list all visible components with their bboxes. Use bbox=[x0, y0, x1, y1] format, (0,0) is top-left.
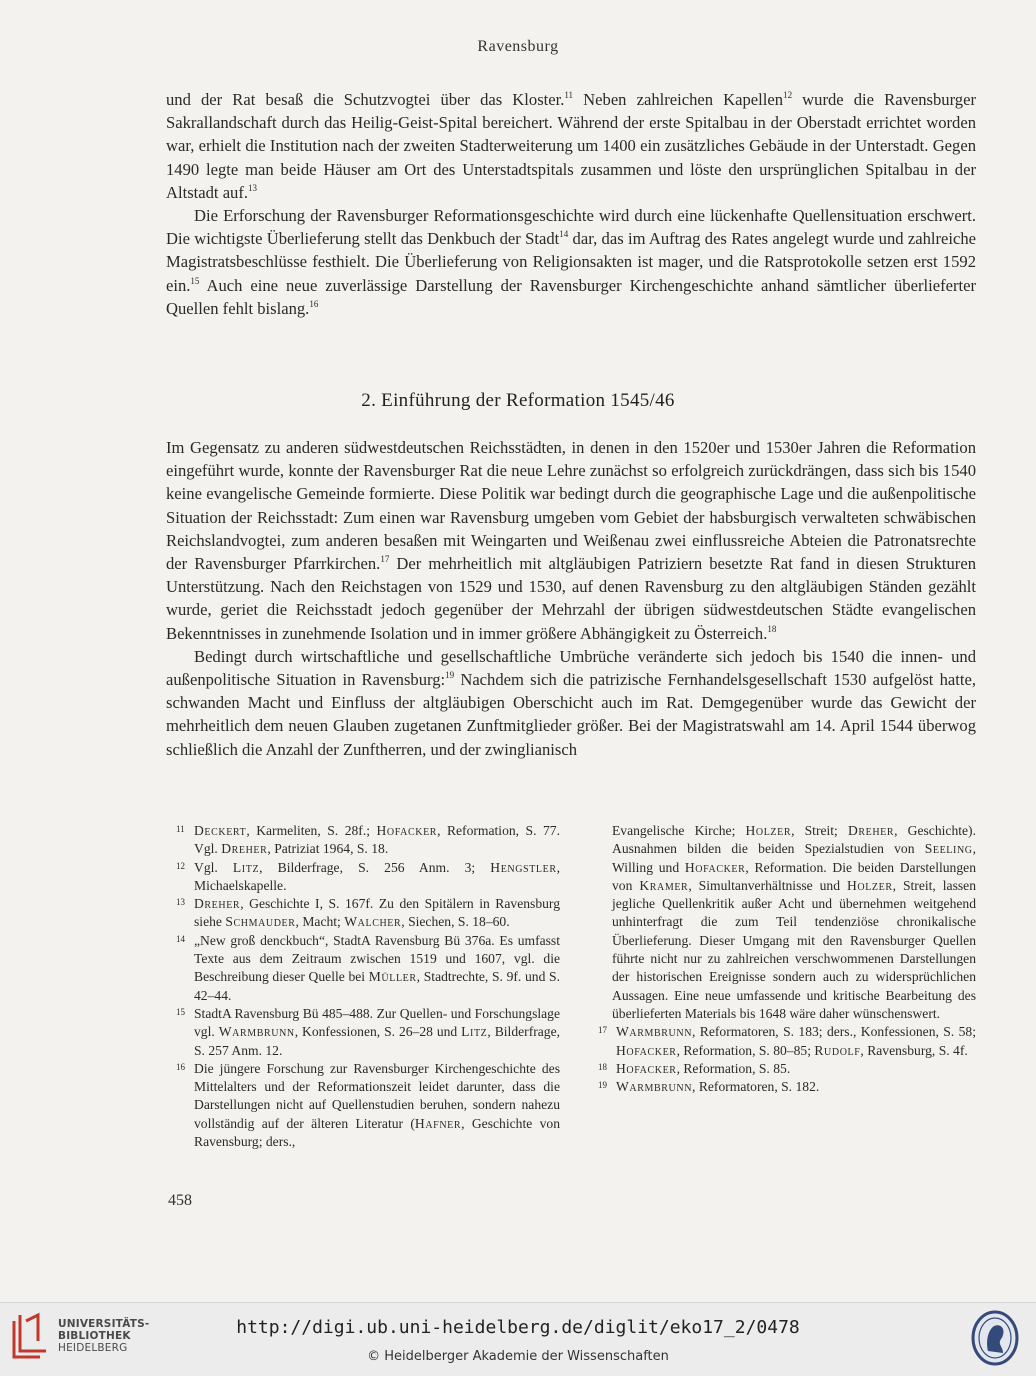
text-run: , Ravensburg, S. 4f. bbox=[860, 1042, 968, 1058]
author-name: Warmbrunn bbox=[616, 1024, 693, 1040]
text-run: , Streit; bbox=[791, 823, 848, 838]
footnote bbox=[592, 1078, 976, 1096]
text-run: dar, das im Auftrag des Rates angelegt wurde und zahlreiche Magistratsbeschlüsse festhielt. Die Überlieferung von Religionsakten ist mager, und die Ratsprotokolle setzen erst 1592 ein. bbox=[166, 229, 977, 295]
footnote-number: 13 bbox=[176, 897, 185, 908]
text-run: , Bilderfrage, S. 256 Anm. 3; bbox=[259, 859, 491, 875]
author-name: Hafner bbox=[414, 1115, 462, 1131]
text-run: , Simultanverhältnisse und bbox=[688, 877, 847, 893]
footnote bbox=[170, 895, 560, 932]
text-run: , Bilderfrage, S. 257 Anm. 12. bbox=[194, 1024, 561, 1058]
author-name: Deckert bbox=[194, 823, 247, 838]
footnote-ref: 18 bbox=[767, 623, 777, 634]
text-run: , Reformation, S. 80–85; bbox=[676, 1042, 815, 1058]
body-text-top bbox=[166, 88, 976, 320]
library-line: UNIVERSITÄTS- bbox=[58, 1318, 150, 1330]
text-run: wurde die Ravensburger Sakrallandschaft durch das Heilig-Geist-Spital bereichert. Während der erste Spitalbau in der Oberstadt errichtet worden war, erhielt die Institution nach der zweiten Stadterweiterung um 1400 ein zusätzliches Gebäude in der Unterstadt. Gegen 1490 legte man beide Häuser am Ort des Unterstadtspitals zusammen und löste den ursprünglichen Spitalbau in der Altstadt auf. bbox=[166, 90, 976, 202]
text-run: , Willing und bbox=[612, 841, 976, 875]
text-run: , Konfessionen, S. 26–28 und bbox=[294, 1024, 462, 1040]
permalink-url[interactable]: http://digi.ub.uni-heidelberg.de/diglit/eko17_2/0478 bbox=[236, 1317, 800, 1338]
author-name: Warmbrunn bbox=[218, 1024, 295, 1040]
text-run: , Karmeliten, S. 28f.; bbox=[246, 823, 377, 838]
author-name: Hofacker bbox=[684, 859, 746, 875]
footnotes-right-column bbox=[592, 822, 976, 1096]
text-run: , Reformation, S. 85. bbox=[676, 1060, 791, 1076]
text-run: , Patriziat 1964, S. 18. bbox=[267, 841, 389, 857]
footnote-ref: 19 bbox=[445, 670, 455, 681]
footnote-ref: 14 bbox=[559, 229, 569, 240]
author-name: Seeling bbox=[924, 841, 973, 857]
footnote-number: 16 bbox=[176, 1061, 185, 1072]
author-name: Dreher bbox=[194, 896, 241, 912]
footnote-ref: 11 bbox=[564, 90, 574, 100]
copyright-notice: © Heidelberger Akademie der Wissenschaften bbox=[367, 1349, 669, 1364]
text-run: Bedingt durch wirtschaftliche und gesellschaftliche Umbrüche veränderte sich jedoch bis 1540 die innen- und außenpolitische Situation in Ravensburg: bbox=[166, 646, 976, 690]
footnote bbox=[170, 859, 560, 896]
footnote-number: 12 bbox=[176, 860, 185, 871]
footnote-number: 11 bbox=[176, 824, 185, 834]
author-name: Hofacker bbox=[616, 1042, 677, 1058]
author-name: Warmbrunn bbox=[616, 1079, 693, 1095]
footnote-ref: 17 bbox=[380, 554, 390, 565]
footnote-ref: 16 bbox=[309, 298, 319, 309]
author-name: Rudolf bbox=[814, 1042, 861, 1058]
page-number: 458 bbox=[168, 1192, 192, 1209]
body-text-main bbox=[166, 436, 976, 761]
footnote bbox=[170, 932, 560, 1005]
footnote-ref: 12 bbox=[783, 90, 793, 100]
text-run: Der mehrheitlich mit altgläubigen Patriziern besetzte Rat fand in diesen Strukturen Unterstützung. Nach den Reichstagen von 1529 und 1530, auf denen Ravensburg zu den altgläubigen Ständen gezählt wurde, geriet die Reichsstadt jedoch gegenüber der Mehrzahl der übrigen südwestdeutschen Städte evangelischen Bekenntnisses in zunehmende Isolation und in immer größere Abhängigkeit zu Österreich. bbox=[166, 554, 976, 643]
footnote-number: 18 bbox=[598, 1061, 607, 1072]
text-run: und der Rat besaß die Schutzvogtei über das Kloster. bbox=[166, 90, 565, 109]
footnote bbox=[170, 1005, 560, 1060]
author-name: Schmauder bbox=[225, 914, 296, 930]
footnote-number: 14 bbox=[176, 933, 185, 944]
text-run: Neben zahlreichen Kapellen bbox=[573, 90, 784, 109]
author-name: Kramer bbox=[639, 877, 689, 893]
text-run: Evangelische Kirche; bbox=[612, 823, 746, 838]
text-run: Nachdem sich die patrizische Fernhandelsgesellschaft 1530 aufgelöst hatte, schwanden Macht und Einfluss der altgläubigen Oberschicht auch im Rat. Demgegenüber wurde das Gewicht der mehrheitlich dem neuen Glauben zugetanen Zunftmitglieder größer. Bei der Magistratswahl am 14. April 1544 überwog schließlich die Anzahl der Zunftherren, und der zwinglianisch bbox=[166, 670, 976, 759]
author-name: Dreher bbox=[221, 841, 268, 857]
author-name: Holzer bbox=[745, 823, 792, 838]
paragraph bbox=[166, 436, 976, 645]
author-name: Dreher bbox=[847, 823, 895, 838]
text-run: , Stadtrechte, S. 9f. und S. 42–44. bbox=[194, 969, 561, 1003]
text-run: , Geschichte). Ausnahmen bilden die beiden Spezialstudien von bbox=[612, 823, 976, 857]
paragraph bbox=[166, 204, 976, 320]
footnote-ref: 13 bbox=[248, 182, 258, 193]
running-head: Ravensburg bbox=[477, 38, 559, 55]
footnote-number: 17 bbox=[598, 1025, 607, 1036]
text-run: , Streit, lassen jegliche Quellenkritik außer Acht und übernehmen weitgehend unhinterfragt die zum Teil tendenziöse chronikalische Überlieferung. Dieser Umgang mit den Ravensburger Quellen führte nicht nur zu zahlreichen verschwommenen Darstellungen der historischen Ereignisse sondern auch zu widersprüchlichen Aussagen. Eine neue umfassende und kritische Bearbeitung des überlieferten Materials bis 1648 wäre daher wünschenswert. bbox=[612, 877, 976, 1021]
footer-bar bbox=[0, 1302, 1036, 1376]
author-name: Litz bbox=[461, 1024, 488, 1040]
paragraph bbox=[166, 645, 976, 761]
footnote bbox=[592, 1060, 976, 1078]
author-name: Müller bbox=[368, 969, 417, 985]
author-name: Holzer bbox=[846, 877, 893, 893]
footnote-number: 19 bbox=[598, 1080, 607, 1091]
text-run: , Siechen, S. 18–60. bbox=[401, 914, 510, 930]
author-name: Hofacker bbox=[376, 823, 438, 838]
footnote-ref: 15 bbox=[190, 275, 200, 286]
footnotes-left-column bbox=[170, 822, 560, 1151]
author-name: Hengstler bbox=[490, 859, 557, 875]
text-run: Im Gegensatz zu anderen südwestdeutschen Reichsstädten, in denen in den 1520er und 1530er Jahren die Reformation eingeführt wurde, konnte der Ravensburger Rat die neue Lehre zunächst so erfolgreich zurückdrängen, dass sich bis 1540 keine evangelische Gemeinde formierte. Diese Politik war bedingt durch die geographische Lage und die außenpolitische Situation der Reichsstadt: Zum einen war Ravensburg umgeben vom Gebiet der habsburgisch verwalteten schwäbischen Reichslandvogtei, zum anderen besaßen mit Weingarten und Weißenau zwei einflussreiche Abteien die Patronatsrechte der Ravensburger Pfarrkirchen. bbox=[166, 438, 976, 574]
text-run: , Reformation, S. 77. Vgl. bbox=[194, 823, 560, 857]
text-run: , Reformatoren, S. 183; ders., Konfessionen, S. 58; bbox=[692, 1024, 976, 1040]
footnote bbox=[170, 1060, 560, 1151]
author-name: Litz bbox=[232, 859, 260, 875]
library-line: BIBLIOTHEK bbox=[58, 1330, 131, 1342]
footnote-number: 15 bbox=[176, 1006, 185, 1017]
text-run: Die jüngere Forschung zur Ravensburger Kirchengeschichte des Mittelalters und der Reformationszeit leidet darunter, dass die Darstellungen nicht auf Quellenstudien beruhen, sondern nahezu vollständig auf der älteren Literatur ( bbox=[194, 1060, 560, 1131]
paragraph bbox=[166, 88, 976, 204]
text-run: , Geschichte I, S. 167f. Zu den Spitälern in Ravensburg siehe bbox=[194, 896, 560, 930]
text-run: Die Erforschung der Ravensburger Reformationsgeschichte wird durch eine lückenhafte Quellensituation erschwert. Die wichtigste Überlieferung stellt das Denkbuch der Stadt bbox=[166, 206, 976, 249]
text-run: , Reformation. Die beiden Darstellungen von bbox=[612, 859, 976, 893]
library-line: HEIDELBERG bbox=[58, 1342, 128, 1354]
text-run: , Macht; bbox=[295, 914, 345, 930]
footnote bbox=[170, 822, 560, 859]
section-heading: 2. Einführung der Reformation 1545/46 bbox=[361, 390, 675, 411]
text-run: „New groß denckbuch“, StadtA Ravensburg Bü 376a. Es umfasst Texte aus dem Zeitraum zwischen 1519 und 1607, vgl. die Beschreibung dieser Quelle bei bbox=[194, 932, 560, 985]
text-run: StadtA Ravensburg Bü 485–488. Zur Quellen- und Forschungslage vgl. bbox=[194, 1005, 560, 1040]
author-name: Walcher bbox=[344, 914, 402, 930]
text-run: , Geschichte von Ravensburg; ders., bbox=[194, 1115, 560, 1150]
text-run: , Michaelskapelle. bbox=[194, 859, 561, 893]
text-run: , Reformatoren, S. 182. bbox=[692, 1079, 820, 1095]
text-run: Vgl. bbox=[194, 859, 233, 875]
footnote-continuation bbox=[592, 822, 976, 1023]
text-run: Auch eine neue zuverlässige Darstellung der Ravensburger Kirchengeschichte anhand sämtlicher überlieferter Quellen fehlt bislang. bbox=[166, 275, 976, 318]
author-name: Hofacker bbox=[616, 1060, 677, 1076]
academy-seal-icon[interactable] bbox=[970, 1309, 1020, 1367]
footnote bbox=[592, 1023, 976, 1060]
